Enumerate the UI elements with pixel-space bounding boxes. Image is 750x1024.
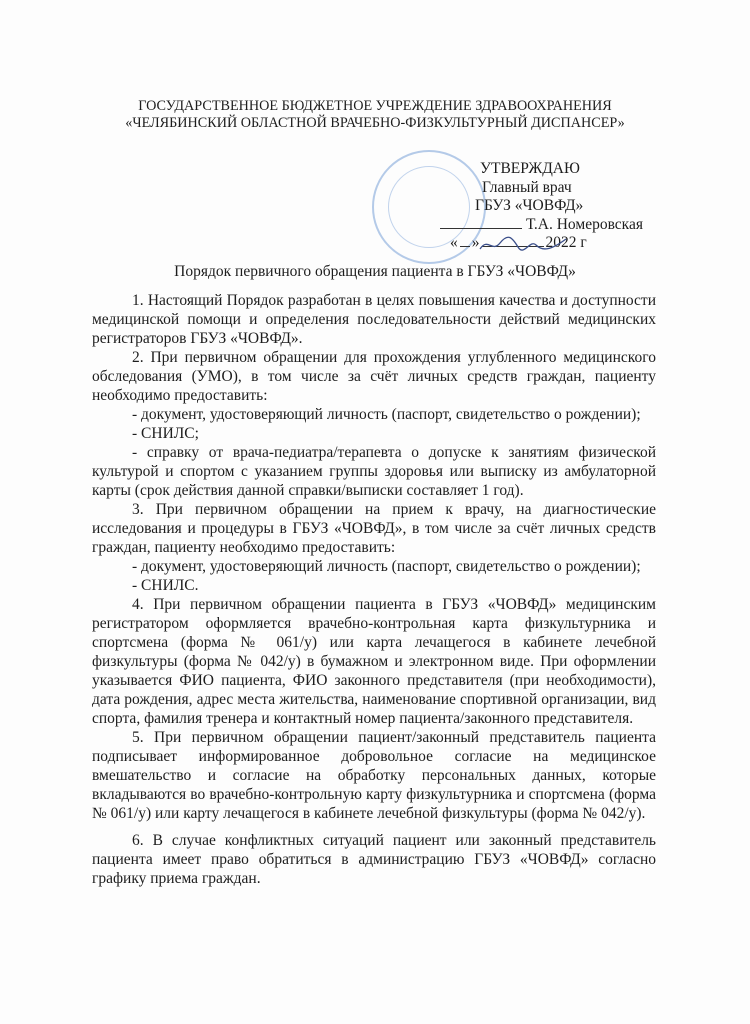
paragraph-2: 2. При первичном обращении для прохождения углубленного медицинского обследования (УМО), в том числе за счёт личных средств граждан, пациенту необходимо предоставить:	[92, 349, 656, 404]
date-year: 2022 г	[545, 234, 587, 251]
paragraph-5: 5. При первичном обращении пациент/законный представитель пациента подписывает информированное добровольное согласие на медицинское вмешательство и согласие на обработку персональных данных, которые вкладываются во врачебно-контрольную карту физкультурника и спортсмена (форма № 061/у) или карту лечащегося в кабинете лечебной физкультуры (форма № 042/у).	[92, 729, 656, 822]
date-day-blank	[460, 246, 470, 247]
paragraph-4: 4. При первичном обращении пациента в ГБУЗ «ЧОВФД» медицинским регистратором оформляется врачебно-контрольная карта физкультурника и спортсмена (форма № 061/у) или карта лечащегося в кабинете лечебной физкультуры (форма № 042/у) в бумажном и электронном виде. При оформлении указывается ФИО пациента, ФИО законного представителя (при необходимости), дата рождения, адрес места жительства, наименование спортивной организации, вид спорта, фамилия тренера и контактный номер пациента/законного представителя.	[92, 596, 656, 727]
document-body	[92, 291, 656, 888]
approver-organization: ГБУЗ «ЧОВФД»	[475, 197, 584, 214]
paragraph-6: 6. В случае конфликтных ситуаций пациент или законный представитель пациента имеет право обратиться в администрацию ГБУЗ «ЧОВФД» согласно графику приема граждан.	[92, 832, 656, 887]
signature-underline	[440, 228, 522, 229]
handwritten-signature	[478, 233, 568, 255]
list-item-id-document-2: - документ, удостоверяющий личность (паспорт, свидетельство о рождении);	[132, 558, 641, 575]
list-item-snils: - СНИЛС;	[132, 425, 199, 442]
document-title: Порядок первичного обращения пациента в ГБУЗ «ЧОВФД»	[174, 263, 576, 280]
list-item-id-document: - документ, удостоверяющий личность (паспорт, свидетельство о рождении);	[132, 406, 641, 423]
date-quote-close: »	[471, 234, 480, 251]
approver-position: Главный врач	[482, 178, 572, 196]
date-quote-open: «	[450, 234, 458, 251]
organization-header	[0, 98, 750, 132]
header-line-1: ГОСУДАРСТВЕННОЕ БЮДЖЕТНОЕ УЧРЕЖДЕНИЕ ЗДРАВООХРАНЕНИЯ	[138, 98, 612, 114]
header-line-2: «ЧЕЛЯБИНСКИЙ ОБЛАСТНОЙ ВРАЧЕБНО-ФИЗКУЛЬТУРНЫЙ ДИСПАНСЕР»	[125, 115, 625, 131]
approver-signature-line	[440, 216, 690, 235]
approver-name: Т.А. Номеровская	[526, 215, 643, 233]
list-item-snils-2: - СНИЛС.	[132, 577, 199, 594]
list-item-certificate: - справку от врача-педиатра/терапевта о допуске к занятиям физической культурой и спортом с указанием группы здоровья или выписку из амбулаторной карты (срок действия данной справки/выписки составляет 1 год).	[92, 444, 656, 499]
paragraph-3: 3. При первичном обращении на прием к врачу, на диагностические исследования и процедуры в ГБУЗ «ЧОВФД», в том числе за счёт личных средств граждан, пациенту необходимо предоставить:	[92, 501, 656, 556]
approve-label: УТВЕРЖДАЮ	[480, 160, 580, 177]
paragraph-1: 1. Настоящий Порядок разработан в целях повышения качества и доступности медицинской помощи и определения последовательности действий медицинских регистраторов ГБУЗ «ЧОВФД».	[92, 292, 656, 347]
